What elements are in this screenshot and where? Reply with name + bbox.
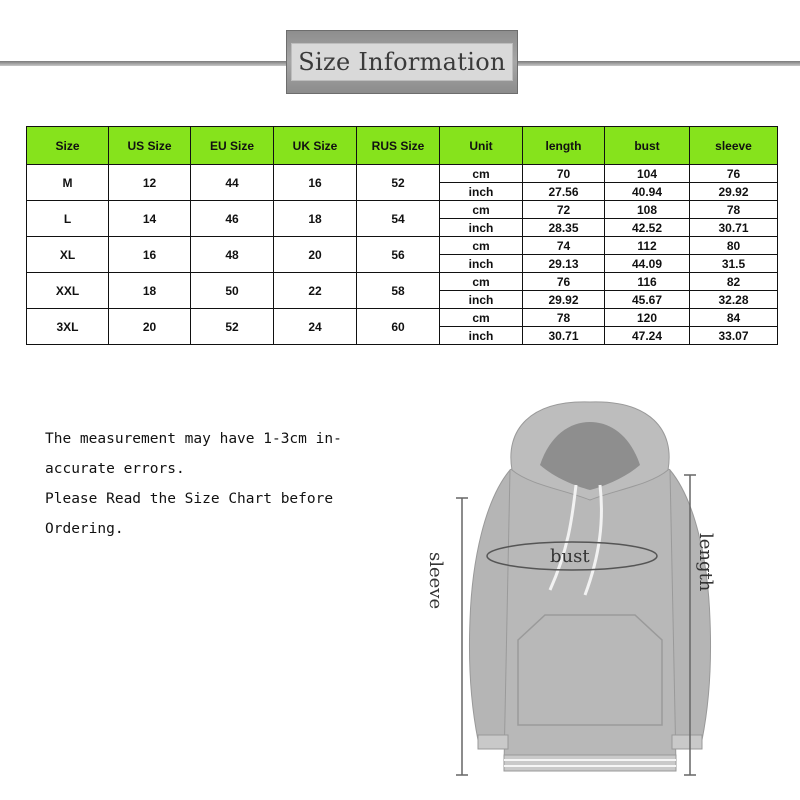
column-header: length bbox=[523, 127, 605, 165]
sleeve-cell: 80 bbox=[690, 237, 778, 255]
rus-size-cell: 54 bbox=[357, 201, 440, 237]
unit-cell: inch bbox=[440, 291, 523, 309]
note-line: Ordering. bbox=[45, 521, 124, 537]
unit-cell: cm bbox=[440, 165, 523, 183]
column-header: sleeve bbox=[690, 127, 778, 165]
unit-cell: cm bbox=[440, 309, 523, 327]
bust-cell: 44.09 bbox=[605, 255, 690, 273]
length-label: length bbox=[695, 533, 716, 592]
length-cell: 29.13 bbox=[523, 255, 605, 273]
eu-size-cell: 48 bbox=[191, 237, 274, 273]
column-header: RUS Size bbox=[357, 127, 440, 165]
uk-size-cell: 22 bbox=[274, 273, 357, 309]
uk-size-cell: 20 bbox=[274, 237, 357, 273]
bust-cell: 112 bbox=[605, 237, 690, 255]
length-cell: 30.71 bbox=[523, 327, 605, 345]
bust-cell: 120 bbox=[605, 309, 690, 327]
us-size-cell: 18 bbox=[109, 273, 191, 309]
length-cell: 28.35 bbox=[523, 219, 605, 237]
size-cell: M bbox=[27, 165, 109, 201]
length-cell: 27.56 bbox=[523, 183, 605, 201]
table-row bbox=[27, 165, 778, 183]
eu-size-cell: 44 bbox=[191, 165, 274, 201]
us-size-cell: 20 bbox=[109, 309, 191, 345]
table-row bbox=[27, 273, 778, 291]
note-line: The measurement may have 1-3cm in- bbox=[45, 431, 342, 447]
table-row bbox=[27, 201, 778, 219]
left-cuff bbox=[478, 735, 508, 749]
sleeve-cell: 30.71 bbox=[690, 219, 778, 237]
sleeve-cell: 31.5 bbox=[690, 255, 778, 273]
uk-size-cell: 16 bbox=[274, 165, 357, 201]
sleeve-cell: 78 bbox=[690, 201, 778, 219]
sleeve-cell: 76 bbox=[690, 165, 778, 183]
unit-cell: inch bbox=[440, 219, 523, 237]
unit-cell: cm bbox=[440, 237, 523, 255]
length-cell: 76 bbox=[523, 273, 605, 291]
bust-cell: 45.67 bbox=[605, 291, 690, 309]
bust-cell: 40.94 bbox=[605, 183, 690, 201]
note-line: Please Read the Size Chart before bbox=[45, 491, 334, 507]
unit-cell: inch bbox=[440, 327, 523, 345]
bust-cell: 104 bbox=[605, 165, 690, 183]
bust-cell: 42.52 bbox=[605, 219, 690, 237]
unit-cell: inch bbox=[440, 183, 523, 201]
rus-size-cell: 56 bbox=[357, 237, 440, 273]
column-header: bust bbox=[605, 127, 690, 165]
sleeve-label: sleeve bbox=[425, 552, 446, 610]
size-cell: L bbox=[27, 201, 109, 237]
hoodie-hem bbox=[504, 755, 676, 771]
rus-size-cell: 58 bbox=[357, 273, 440, 309]
rus-size-cell: 52 bbox=[357, 165, 440, 201]
us-size-cell: 16 bbox=[109, 237, 191, 273]
right-cuff bbox=[672, 735, 702, 749]
size-cell: XXL bbox=[27, 273, 109, 309]
unit-cell: inch bbox=[440, 255, 523, 273]
column-header: US Size bbox=[109, 127, 191, 165]
length-cell: 72 bbox=[523, 201, 605, 219]
us-size-cell: 14 bbox=[109, 201, 191, 237]
size-cell: 3XL bbox=[27, 309, 109, 345]
length-cell: 70 bbox=[523, 165, 605, 183]
measurement-note bbox=[45, 424, 385, 544]
unit-cell: cm bbox=[440, 201, 523, 219]
column-header: EU Size bbox=[191, 127, 274, 165]
length-cell: 29.92 bbox=[523, 291, 605, 309]
note-line: accurate errors. bbox=[45, 461, 185, 477]
eu-size-cell: 46 bbox=[191, 201, 274, 237]
eu-size-cell: 50 bbox=[191, 273, 274, 309]
sleeve-cell: 82 bbox=[690, 273, 778, 291]
sleeve-cell: 84 bbox=[690, 309, 778, 327]
uk-size-cell: 24 bbox=[274, 309, 357, 345]
table-row bbox=[27, 309, 778, 327]
size-cell: XL bbox=[27, 237, 109, 273]
eu-size-cell: 52 bbox=[191, 309, 274, 345]
length-cell: 78 bbox=[523, 309, 605, 327]
bust-cell: 116 bbox=[605, 273, 690, 291]
table-row bbox=[27, 237, 778, 255]
hoodie-illustration bbox=[400, 390, 800, 800]
hoodie-body bbox=[504, 460, 676, 765]
column-header: UK Size bbox=[274, 127, 357, 165]
column-header: Unit bbox=[440, 127, 523, 165]
bust-label: bust bbox=[550, 546, 590, 567]
sleeve-cell: 33.07 bbox=[690, 327, 778, 345]
unit-cell: cm bbox=[440, 273, 523, 291]
size-chart-table bbox=[26, 126, 778, 345]
sleeve-cell: 29.92 bbox=[690, 183, 778, 201]
page-title: Size Information bbox=[291, 43, 513, 81]
table-header-row bbox=[27, 127, 778, 165]
bust-cell: 108 bbox=[605, 201, 690, 219]
bust-cell: 47.24 bbox=[605, 327, 690, 345]
length-cell: 74 bbox=[523, 237, 605, 255]
sleeve-cell: 32.28 bbox=[690, 291, 778, 309]
column-header: Size bbox=[27, 127, 109, 165]
rus-size-cell: 60 bbox=[357, 309, 440, 345]
us-size-cell: 12 bbox=[109, 165, 191, 201]
header-banner bbox=[286, 30, 518, 94]
uk-size-cell: 18 bbox=[274, 201, 357, 237]
